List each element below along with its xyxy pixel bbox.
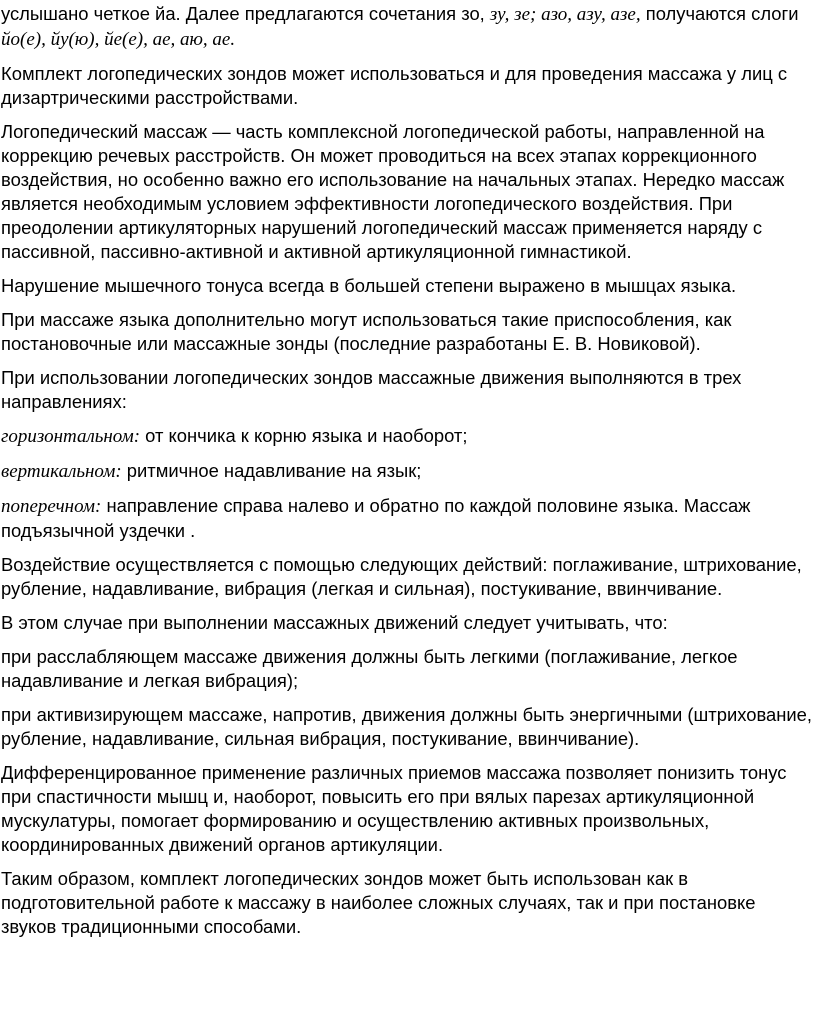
paragraph [1, 62, 812, 110]
italic-text: зу, зе; азо, азу, азе, [489, 4, 641, 25]
paragraph [1, 703, 812, 751]
text-run: Таким образом, комплект логопедических зондов может быть использован как в подготовительной работе к массажу в наиболее сложных случаях, так и при постановке звуков традиционными способами. [1, 868, 756, 937]
paragraph [1, 611, 812, 635]
text-run: ритмичное надавливание на язык; [121, 460, 422, 481]
text-run: Воздействие осуществляется с помощью следующих действий: поглаживание, штрихование, рубление, надавливание, вибрация (легкая и сильная), постукивание, ввинчивание. [1, 554, 802, 599]
text-run: получаются слоги [640, 3, 799, 24]
paragraph [1, 761, 812, 857]
document-body [1, 2, 812, 939]
italic-text: горизонтальном: [1, 426, 141, 447]
text-run: Нарушение мышечного тонуса всегда в большей степени выражено в мышцах языка. [1, 275, 737, 296]
paragraph [1, 2, 812, 52]
text-run: направление справа налево и обратно по каждой половине языка. Массаж подъязычной уздечки . [1, 495, 751, 541]
text-run: при активизирующем массаже, напротив, движения должны быть энергичными (штрихование, рубление, надавливание, сильная вибрация, постукивание, ввинчивание). [1, 704, 813, 749]
text-run: При массаже языка дополнительно могут использоваться такие приспособления, как постановочные или массажные зонды (последние разработаны Е. В. Новиковой). [1, 309, 732, 354]
paragraph [1, 867, 812, 939]
text-run: Дифференцированное применение различных приемов массажа позволяет понизить тонус при спастичности мышц и, наоборот, повысить его при вялых парезах артикуляционной мускулатуры, помогает формированию и осуществлению активных произвольных, координированных движений органов артикуляции. [1, 762, 787, 855]
italic-text: вертикальном: [1, 461, 122, 482]
paragraph [1, 459, 812, 484]
paragraph [1, 308, 812, 356]
italic-text: йо(е), йу(ю), йе(е), ае, аю, ае. [1, 29, 236, 50]
text-run: При использовании логопедических зондов массажные движения выполняются в трех направлениях: [1, 367, 742, 412]
paragraph [1, 274, 812, 298]
paragraph [1, 424, 812, 449]
italic-text: поперечном: [1, 496, 102, 517]
text-run: при расслабляющем массаже движения должны быть легкими (поглаживание, легкое надавливание и легкая вибрация); [1, 646, 738, 691]
text-run: Логопедический массаж — часть комплексной логопедической работы, направленной на коррекцию речевых расстройств. Он может проводиться на всех этапах коррекционного воздействия, но особенно важно его использование на начальных этапах. Нередко массаж является необходимым условием эффективности логопедического воздействия. При преодолении артикуляторных нарушений логопедический массаж применяется наряду с пассивной, пассивно-активной и активной артикуляционной гимнастикой. [1, 121, 785, 262]
text-run: от кончика к корню языка и наоборот; [140, 425, 468, 446]
paragraph [1, 366, 812, 414]
paragraph [1, 120, 812, 264]
text-run: Комплект логопедических зондов может использоваться и для проведения массажа у лиц с дизартрическими расстройствами. [1, 63, 788, 108]
document-page [0, 2, 816, 1019]
text-run: услышано четкое йа. Далее предлагаются сочетания зо, [1, 3, 490, 24]
paragraph [1, 645, 812, 693]
text-run: В этом случае при выполнении массажных движений следует учитывать, что: [1, 612, 668, 633]
paragraph [1, 553, 812, 601]
paragraph [1, 494, 812, 543]
